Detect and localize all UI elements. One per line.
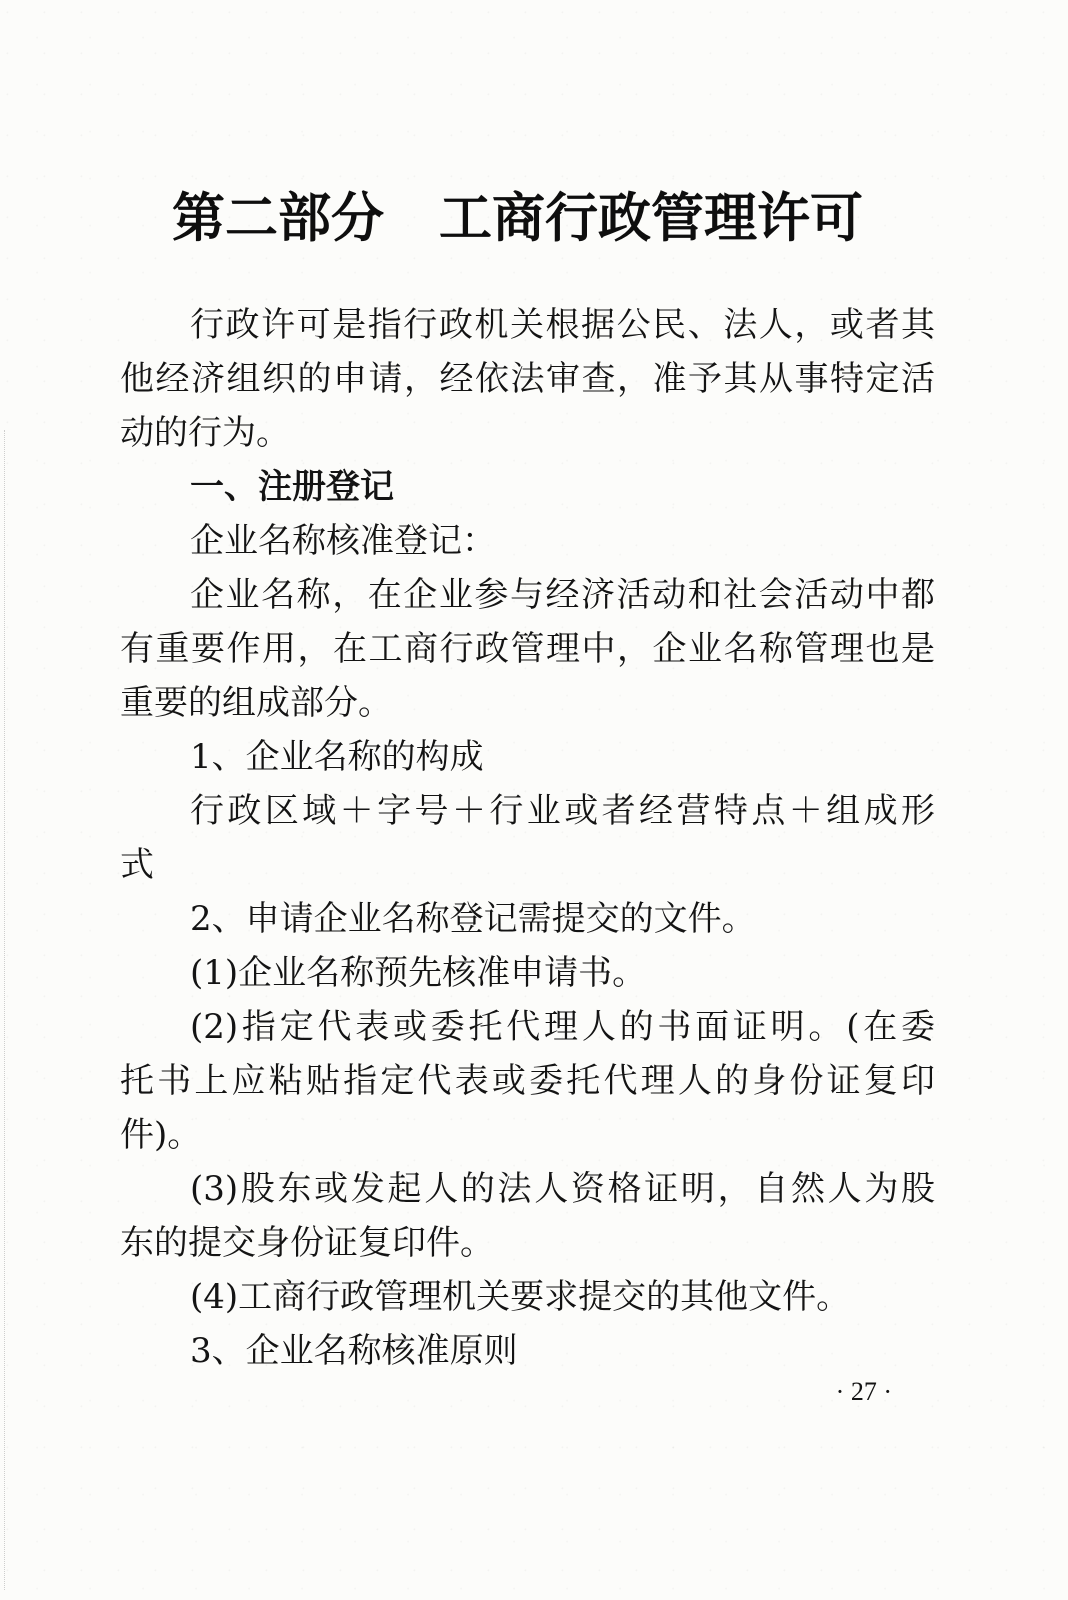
page-title [172,186,863,250]
page-number: · 27 · [835,1377,892,1406]
intro-line: 动的行为。 [120,413,290,453]
list-item-continuation: 托书上应粘贴指定代表或委托代理人的身份证复印 [120,1061,935,1101]
paragraph-line: 重要的组成部分。 [120,683,392,723]
paragraph-line: 企业名称，在企业参与经济活动和社会活动中都 [190,575,935,615]
list-item: (2)指定代表或委托代理人的书面证明。(在委 [190,1007,935,1047]
list-item-continuation: 东的提交身份证复印件。 [120,1223,494,1263]
list-item: (3)股东或发起人的法人资格证明，自然人为股 [190,1169,935,1209]
list-item: (1)企业名称预先核准申请书。 [190,953,647,993]
title-part: 第二部分 [172,187,384,249]
body-text [120,298,935,1378]
section-heading: 一、注册登记 [190,467,394,507]
intro-line: 行政许可是指行政机关根据公民、法人，或者其 [190,305,935,345]
scan-edge-mark [4,430,5,1590]
paragraph-line: 有重要作用，在工商行政管理中，企业名称管理也是 [120,629,935,669]
item3-heading: 3、企业名称核准原则 [190,1331,518,1371]
intro-line: 他经济组织的申请，经依法审查，准予其从事特定活 [120,359,935,399]
list-item: (4)工商行政管理机关要求提交的其他文件。 [190,1277,851,1317]
item2-heading: 2、申请企业名称登记需提交的文件。 [190,899,756,939]
item1-heading: 1、企业名称的构成 [190,737,484,777]
list-item-continuation: 件)。 [120,1115,202,1155]
item1-text-line: 行政区域＋字号＋行业或者经营特点＋组成形 [190,791,935,831]
subsection-heading: 企业名称核准登记： [190,521,496,561]
title-name: 工商行政管理许可 [439,187,863,249]
item1-text-line: 式 [120,845,154,885]
